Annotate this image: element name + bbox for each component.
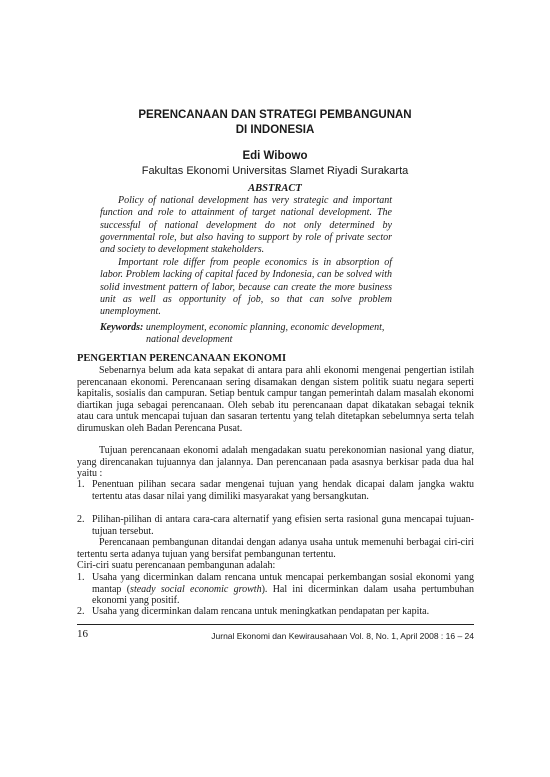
list-item-text: Usaha yang dicerminkan dalam rencana untuk mencapai perkembangan sosial ekonomi yang mantap (steady social economic growth). Hal ini dicerminkan dalam usaha pertumbuhan ekonomi yang positif. [92,572,475,606]
title-line-1: PERENCANAAN DAN STRATEGI PEMBANGUNAN [138,109,412,121]
footer-divider [77,624,474,625]
title-line-2: DI INDONESIA [235,124,315,136]
list-item [77,606,474,618]
list-item-text: Penentuan pilihan secara sadar mengenai tujuan yang hendak dicapai dalam jangka waktu tertentu atas dasar nilai yang dimiliki masyarakat yang bersangkutan. [92,479,474,502]
keywords-line-2: national development [146,334,233,345]
list-item-number: 1. [77,479,85,490]
journal-citation: Jurnal Ekonomi dan Kewirausahaan Vol. 8, No. 1, April 2008 : 16 – 24 [211,631,474,641]
list-item-text: Usaha yang dicerminkan dalam rencana untuk meningkatkan pendapatan per kapita. [92,606,430,617]
list-item-number: 2. [77,514,85,525]
list-item [77,479,474,502]
keywords-label: Keywords: [100,322,144,333]
list-item-text: Pilihan-pilihan di antara cara-cara alternatif yang efisien serta rasional guna mencapai tujuan-tujuan tersebut. [92,514,474,537]
list-item [77,572,474,607]
author-affiliation: Fakultas Ekonomi Universitas Slamet Riyadi Surakarta [141,165,409,177]
list-item [77,514,474,537]
italic-term: steady social economic growth [130,583,262,595]
section-paragraph-1: Sebenarnya belum ada kata sepakat di antara para ahli ekonomi mengenai pengertian istilah perencanaan ekonomi. Perencanaan sering disamakan dengan sistem politik suatu negara seperti kapitalis, sosialis dan campuran. Setiap bentuk campur tangan pemerintah dalam masalah ekonomi diartikan juga sebagai perencanaan. Oleh sebab itu perencanaan dapat dikatakan sebagai teknik atau cara untuk mencapai tujuan dan sasaran tertentu yang telah ditetapkan sebelumnya serta telah dirumuskan oleh Badan Perencana Pusat. [77,365,474,434]
section-paragraph-2: Tujuan perencanaan ekonomi adalah mengadakan suatu perekonomian nasional yang diatur, yang direncanakan tujuannya dan jalannya. Dan perencanaan pada asasnya berkisar pada dua hal yaitu : [77,445,474,479]
keywords-text-1: unemployment, economic planning, economic development, [145,322,385,333]
list-item-number: 2. [77,606,85,617]
abstract-heading: ABSTRACT [248,183,302,194]
section-heading: PENGERTIAN PERENCANAAN EKONOMI [77,353,287,364]
section-paragraph-3: Perencanaan pembangunan ditandai dengan adanya usaha untuk memenuhi berbagai ciri-ciri tertentu serta adanya tujuan yang bersifat pembangunan tertentu. [77,537,474,560]
section-paragraph-4: Ciri-ciri suatu perencanaan pembangunan adalah: [77,560,276,571]
author-name: Edi Wibowo [242,150,308,162]
keywords-line-1 [100,322,400,334]
list-item-number: 1. [77,572,85,583]
page-number: 16 [77,628,88,640]
abstract-paragraph-1: Policy of national development has very strategic and important function and role to attainment of target national development. The successful of national development do not only determined by governmental role, but also having to support by role of private sector and society to development stakeholders. [100,195,392,256]
abstract-paragraph-2: Important role differ from people economics is in absorption of labor. Problem lacking of capital faced by Indonesia, can be solved with solid investment pattern of labor, because can create the more business unit as well as opportunity of job, so that can solve problem unemployment. [100,257,392,318]
paper-title [60,108,490,138]
